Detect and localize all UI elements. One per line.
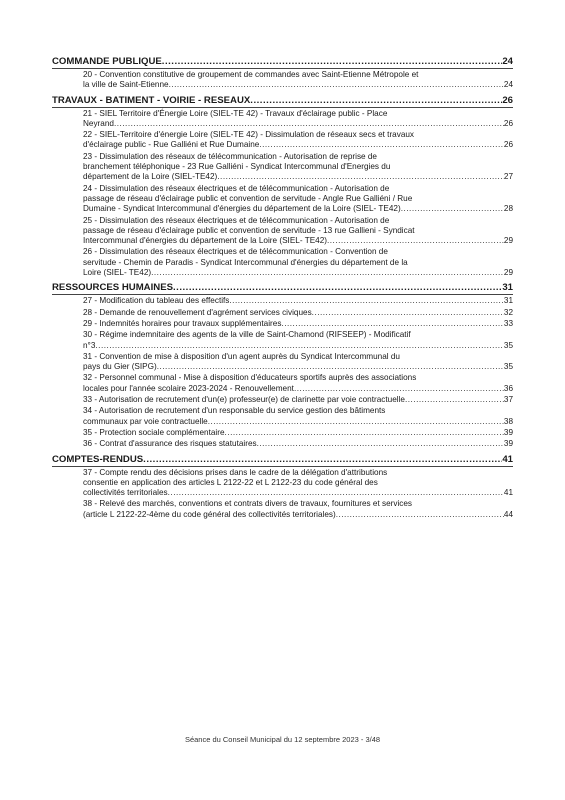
dot-leader — [157, 362, 504, 372]
entry-page-number: 33 — [503, 318, 513, 328]
toc-entry[interactable] — [83, 247, 513, 278]
entry-text-line: 20 - Convention constitutive de groupement de commandes avec Saint-Etienne Métropole et — [83, 70, 419, 79]
entry-page-number: 36 — [503, 383, 513, 393]
entry-last-line — [83, 395, 513, 405]
toc-section-heading[interactable] — [52, 281, 513, 294]
entry-text-line: 36 - Contrat d'assurance des risques statutaires — [83, 439, 257, 449]
dot-leader — [169, 80, 504, 90]
toc-entry[interactable] — [83, 216, 513, 247]
entry-text-line: 21 - SIEL Territoire d'Énergie Loire (SIEL-TE 42) - Travaux d'éclairage public - Place — [83, 108, 388, 118]
section-underline — [52, 466, 513, 467]
dot-leader — [327, 236, 504, 246]
entry-last-line — [83, 172, 513, 182]
section-title: COMPTES-RENDUS — [52, 453, 144, 465]
dot-leader — [225, 428, 504, 438]
entry-page-number: 29 — [503, 268, 513, 278]
entry-text-line: 31 - Convention de mise à disposition d'un agent auprès du Syndicat Intercommunal du — [83, 351, 400, 361]
entry-text-line: 22 - SIEL-Territoire d'énergie Loire (SIEL-TE 42) - Dissimulation de réseaux secs et travaux — [83, 130, 415, 140]
dot-leader — [208, 417, 504, 427]
section-entries — [52, 109, 513, 279]
entry-last-line — [83, 319, 513, 329]
entry-text-line: servitude - Chemin de Paradis - Syndicat Intercommunal d'énergies du département de la — [83, 257, 408, 267]
section-entries — [52, 70, 513, 91]
dot-leader — [294, 384, 504, 394]
toc-entry[interactable] — [83, 109, 513, 130]
toc-entry[interactable] — [83, 406, 513, 427]
entry-page-number: 24 — [503, 80, 513, 90]
entry-page-number: 26 — [503, 140, 513, 150]
entry-text-line: consentie en application des articles L 2122-22 et L 2122-23 du code général des — [83, 477, 378, 487]
entry-text-line: 33 - Autorisation de recrutement d'un(e) professeur(e) de clarinette par voie contractuelle — [83, 395, 405, 405]
section-page-number: 31 — [502, 282, 513, 294]
dot-leader — [229, 296, 503, 306]
entry-page-number: 28 — [503, 204, 513, 214]
entry-text-line: Dumaine - Syndicat Intercommunal d'énergies du département de la Loire (SIEL- TE42) — [83, 204, 401, 214]
entry-text-line: 32 - Personnel communal - Mise à disposition d'éducateurs sportifs auprès des associations — [83, 373, 417, 383]
entry-last-line — [83, 417, 513, 427]
dot-leader — [217, 172, 504, 182]
entry-page-number: 41 — [503, 488, 513, 498]
entry-text-line: Neyrand — [83, 118, 114, 128]
dot-leader — [173, 281, 502, 294]
toc-entry[interactable] — [83, 130, 513, 151]
entry-text-line: la ville de Saint-Etienne — [83, 80, 169, 90]
entry-page-number: 35 — [503, 340, 513, 350]
dot-leader — [259, 140, 504, 150]
page-footer: Séance du Conseil Municipal du 12 septembre 2023 - 3/48 — [184, 735, 381, 744]
section-title: TRAVAUX - BATIMENT - VOIRIE - RESEAUX — [52, 94, 251, 106]
entry-text-line: d'éclairage public - Rue Galliéni et Rue Dumaine — [83, 140, 260, 150]
entry-last-line — [83, 236, 513, 246]
entry-text-line: Intercommunal d'énergies du département de la Loire (SIEL- TE42) — [83, 236, 327, 246]
toc-entry[interactable] — [83, 428, 513, 438]
entry-page-number: 38 — [503, 416, 513, 426]
toc-entry[interactable] — [83, 373, 513, 394]
section-underline — [52, 107, 513, 108]
dot-leader — [114, 119, 504, 129]
entry-page-number: 35 — [503, 362, 513, 372]
entry-text-line: 34 - Autorisation de recrutement d'un responsable du service gestion des bâtiments — [83, 406, 386, 416]
dot-leader — [401, 204, 504, 214]
dot-leader — [312, 308, 504, 318]
toc-entry[interactable] — [83, 330, 513, 351]
dot-leader — [257, 439, 504, 449]
entry-text-line: passage de réseau d'éclairage public et convention de servitude - Angle Rue Galliéni / Rue — [83, 193, 413, 203]
toc-entry[interactable] — [83, 499, 513, 520]
entry-text-line: 35 - Protection sociale complémentaire — [83, 427, 225, 437]
toc-entry[interactable] — [83, 395, 513, 405]
toc-section-heading[interactable] — [52, 55, 513, 68]
entry-text-line: département de la Loire (SIEL-TE42) — [83, 172, 218, 182]
section-underline — [52, 68, 513, 69]
dot-leader — [168, 488, 504, 498]
section-title: RESSOURCES HUMAINES — [52, 282, 174, 294]
entry-page-number: 44 — [503, 509, 513, 519]
entry-last-line — [83, 362, 513, 372]
toc-entry[interactable] — [83, 308, 513, 318]
entry-last-line — [83, 296, 513, 306]
entry-text-line: (article L 2122-22-4ème du code général des collectivités territoriales) — [83, 509, 336, 519]
entry-text-line: communaux par voie contractuelle — [83, 416, 208, 426]
toc-section-heading[interactable] — [52, 453, 513, 466]
entry-text-line: 30 - Régime indemnitaire des agents de la ville de Saint-Chamond (RIFSEEP) - Modificatif — [83, 330, 411, 340]
entry-text-line: n°3 — [83, 340, 96, 350]
dot-leader — [281, 319, 503, 329]
entry-last-line — [83, 510, 513, 520]
entry-page-number: 29 — [503, 236, 513, 246]
entry-page-number: 27 — [503, 172, 513, 182]
entry-last-line — [83, 204, 513, 214]
dot-leader — [250, 94, 502, 107]
dot-leader — [151, 268, 504, 278]
section-title: COMMANDE PUBLIQUE — [52, 56, 162, 67]
entry-text-line: 27 - Modification du tableau des effectifs — [83, 296, 230, 306]
table-of-contents — [52, 52, 513, 520]
entry-last-line — [83, 119, 513, 129]
entry-last-line — [83, 341, 513, 351]
entry-text-line: pays du Gier (SIPG) — [83, 362, 157, 372]
section-page-number: 26 — [502, 94, 513, 106]
dot-leader — [336, 510, 504, 520]
dot-leader — [143, 453, 502, 466]
dot-leader — [162, 55, 503, 68]
entry-last-line — [83, 488, 513, 498]
entry-text-line: passage de réseau d'éclairage public et convention de servitude - 13 rue Gallieni - Syndicat — [83, 225, 415, 235]
section-page-number: 41 — [502, 453, 513, 465]
dot-leader — [405, 395, 504, 405]
entry-page-number: 32 — [503, 307, 513, 317]
entry-text-line: 38 - Relevé des marchés, conventions et contrats divers de travaux, fournitures et services — [83, 499, 413, 509]
entry-text-line: branchement téléphonique - 23 Rue Galliéni - Syndicat Intercommunal d'Energies du — [83, 162, 391, 172]
entry-last-line — [83, 268, 513, 278]
entry-last-line — [83, 140, 513, 150]
entry-text-line: 26 - Dissimulation des réseaux électriques et de télécommunication - Convention de — [83, 247, 388, 257]
toc-entry[interactable] — [83, 152, 513, 183]
toc-entry[interactable] — [83, 352, 513, 373]
entry-last-line — [83, 308, 513, 318]
entry-text-line: collectivités territoriales — [83, 488, 168, 498]
toc-entry[interactable] — [83, 296, 513, 306]
entry-last-line — [83, 439, 513, 449]
entry-text-line: 37 - Compte rendu des décisions prises dans le cadre de la délégation d'attributions — [83, 467, 388, 477]
entry-last-line — [83, 80, 513, 90]
entry-page-number: 39 — [503, 439, 513, 449]
toc-section-heading[interactable] — [52, 94, 513, 107]
toc-entry[interactable] — [83, 468, 513, 499]
toc-entry[interactable] — [83, 70, 513, 91]
toc-entry[interactable] — [83, 184, 513, 215]
entry-text-line: 25 - Dissimulation des réseaux électriques et de télécommunication - Autorisation de — [83, 215, 390, 225]
entry-text-line: locales pour l'année scolaire 2023-2024 - Renouvellement — [83, 383, 294, 393]
entry-text-line: Loire (SIEL- TE42) — [83, 268, 152, 278]
entry-text-line: 28 - Demande de renouvellement d'agrément services civiques — [83, 307, 312, 317]
toc-entry[interactable] — [83, 439, 513, 449]
entry-page-number: 26 — [503, 118, 513, 128]
dot-leader — [95, 341, 504, 351]
entry-last-line — [83, 428, 513, 438]
entry-page-number: 31 — [503, 296, 513, 306]
entry-page-number: 39 — [503, 427, 513, 437]
section-entries — [52, 296, 513, 449]
entry-page-number: 37 — [503, 395, 513, 405]
entry-last-line — [83, 384, 513, 394]
entry-text-line: 24 - Dissimulation des réseaux électriques et de télécommunication - Autorisation de — [83, 183, 390, 193]
toc-entry[interactable] — [83, 319, 513, 329]
section-page-number: 24 — [502, 56, 513, 67]
entry-text-line: 29 - Indemnités horaires pour travaux supplémentaires — [83, 318, 282, 328]
entry-text-line: 23 - Dissimulation des réseaux de télécommunication - Autorisation de reprise de — [83, 151, 377, 161]
section-underline — [52, 294, 513, 295]
section-entries — [52, 468, 513, 520]
